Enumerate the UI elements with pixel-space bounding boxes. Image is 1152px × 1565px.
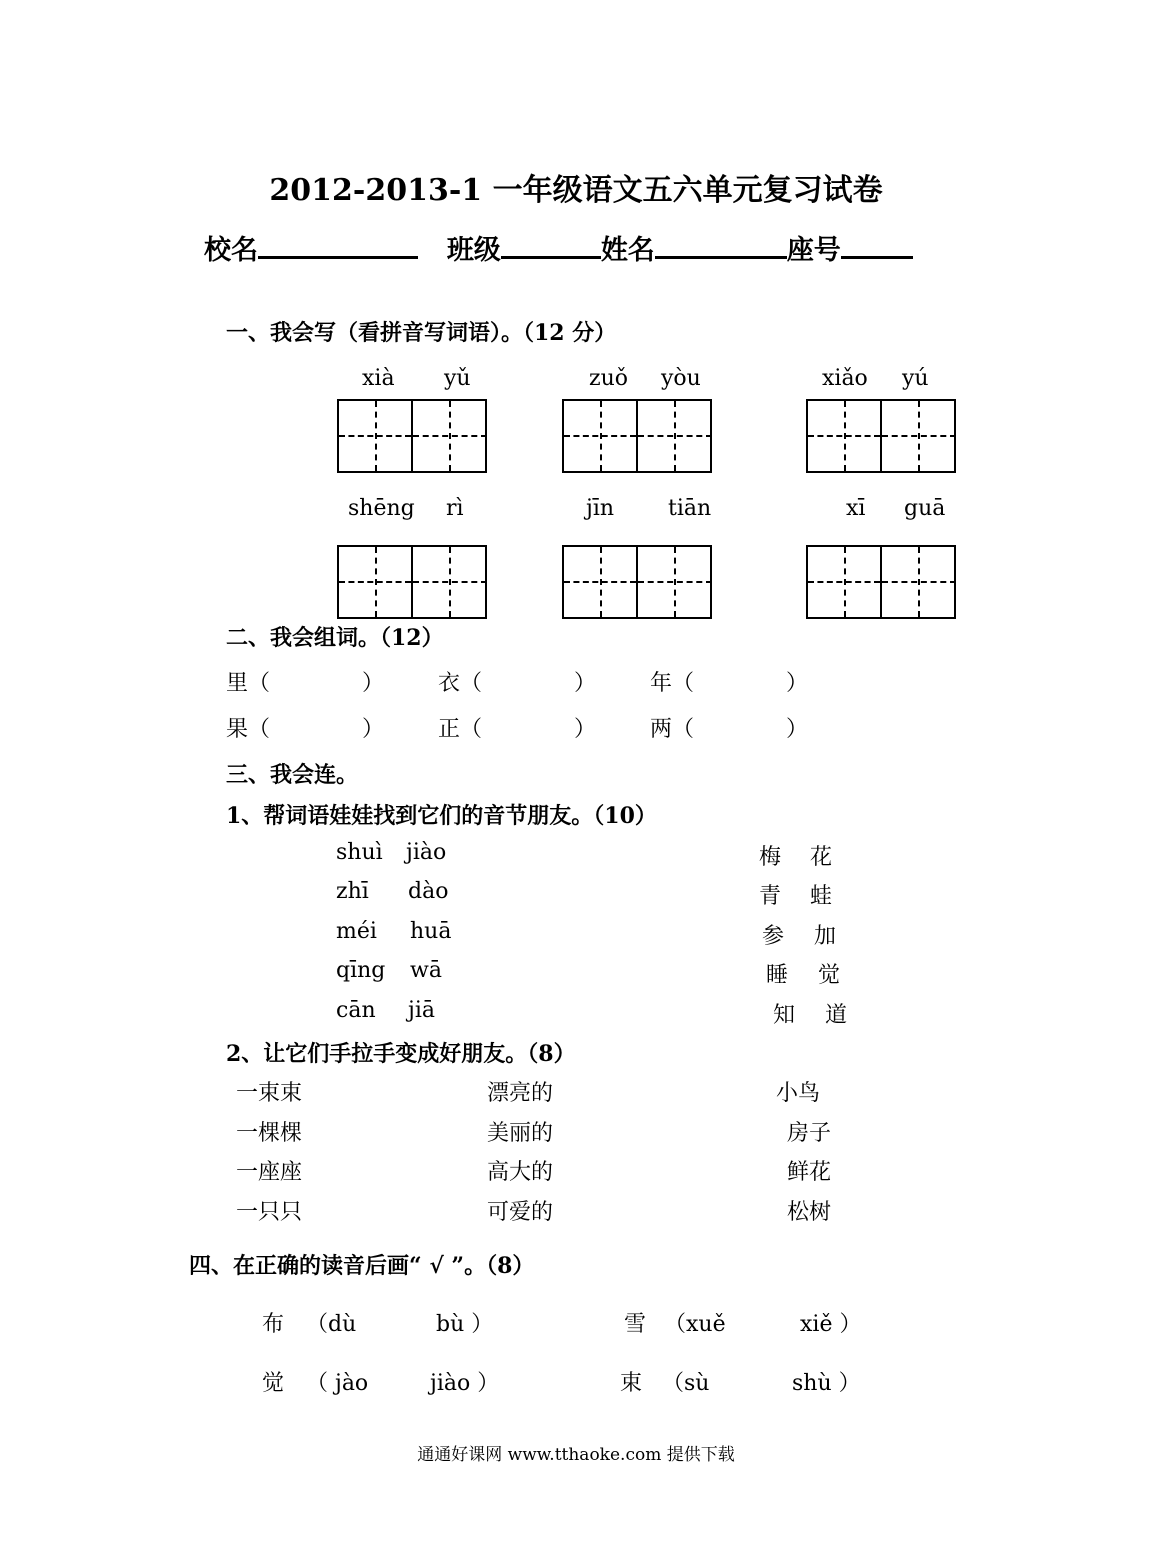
measure-word: 一束束 [236,1081,303,1106]
reading-option[interactable]: （xuě [664,1312,726,1337]
school-blank[interactable] [258,230,418,259]
match-pinyin-b: huā [410,919,452,944]
match-pinyin-b: jiā [408,998,435,1023]
word-item-close: ） [574,717,597,742]
section-3-heading: 三、我会连。 [226,762,359,788]
class-blank[interactable] [501,230,601,259]
word-item: 正（ [438,717,483,742]
info-line [204,228,913,267]
match-word-b: 蛙 [810,884,833,909]
reading-option[interactable]: xiě ） [800,1312,862,1337]
writing-grid[interactable] [562,545,712,619]
reading-char: 雪 [624,1312,647,1337]
reading-option[interactable]: （dù [306,1312,357,1337]
word-item: 果（ [226,717,271,742]
adjective-word: 美丽的 [487,1121,554,1146]
reading-char: 布 [262,1312,285,1337]
reading-option[interactable]: （ jào [306,1371,369,1396]
match-pinyin-b: wā [410,958,442,983]
pinyin-6b: guā [904,496,946,521]
reading-char: 觉 [262,1371,285,1396]
match-pinyin-a: qīng [336,958,386,983]
match-word-a: 睡 [766,963,789,988]
name-blank[interactable] [655,230,787,259]
pinyin-1a: xià [362,366,395,391]
pinyin-1b: yǔ [444,366,471,391]
match-pinyin-a: zhī [336,879,369,904]
word-item: 两（ [650,717,695,742]
match-word-b: 加 [814,924,837,949]
writing-grid[interactable] [337,399,487,473]
writing-grid[interactable] [562,399,712,473]
pinyin-2a: zuǒ [589,366,629,391]
match-word-b: 花 [810,845,833,870]
match-pinyin-b: jiào [406,840,447,865]
section-2-heading: 二、我会组词。（12） [226,625,444,651]
word-item-close: ） [362,671,385,696]
reading-option[interactable]: jiào ） [430,1371,500,1396]
match-word-a: 青 [759,884,782,909]
noun-word: 小鸟 [776,1081,821,1106]
reading-option[interactable]: bù ） [436,1312,494,1337]
word-item-close: ） [574,671,597,696]
word-item: 里（ [226,671,271,696]
match-word-a: 参 [762,924,785,949]
writing-grid[interactable] [806,399,956,473]
question-2-heading: 2、让它们手拉手变成好朋友。（8） [226,1041,576,1067]
writing-grid[interactable] [806,545,956,619]
match-pinyin-a: shuì [336,840,383,865]
match-word-b: 道 [825,1003,848,1028]
pinyin-6a: xī [846,496,866,521]
pinyin-5a: jīn [586,496,615,521]
word-item: 年（ [650,671,695,696]
footer-text: 通通好课网 www.tthaoke.com 提供下载 [417,1445,735,1465]
noun-word: 松树 [787,1200,832,1225]
pinyin-5b: tiān [668,496,712,521]
noun-word: 鲜花 [787,1160,832,1185]
adjective-word: 可爱的 [487,1200,554,1225]
reading-char: 束 [620,1371,643,1396]
pinyin-4a: shēng [348,496,415,521]
match-word-a: 知 [773,1003,796,1028]
match-pinyin-a: cān [336,998,376,1023]
match-pinyin-a: méi [336,919,377,944]
measure-word: 一只只 [236,1200,303,1225]
match-word-b: 觉 [818,963,841,988]
adjective-word: 漂亮的 [487,1081,554,1106]
class-label: 班级 [446,235,501,266]
seat-blank[interactable] [841,230,913,259]
name-label: 姓名 [600,235,655,266]
match-pinyin-b: dào [408,879,449,904]
seat-label: 座号 [786,235,841,266]
section-1-heading: 一、我会写（看拼音写词语）。（12 分） [226,320,617,346]
reading-option[interactable]: （sù [662,1371,710,1396]
section-4-heading: 四、在正确的读音后画“ √ ”。（8） [189,1253,535,1279]
noun-word: 房子 [787,1121,832,1146]
page-title: 2012-2013-1 一年级语文五六单元复习试卷 [269,173,883,208]
pinyin-2b: yòu [661,366,701,391]
measure-word: 一棵棵 [236,1121,303,1146]
word-item-close: ） [362,717,385,742]
reading-option[interactable]: shù ） [792,1371,861,1396]
pinyin-4b: rì [446,496,464,521]
word-item-close: ） [786,671,809,696]
writing-grid[interactable] [337,545,487,619]
school-label: 校名 [204,235,258,266]
word-item: 衣（ [438,671,483,696]
measure-word: 一座座 [236,1160,303,1185]
pinyin-3a: xiǎo [822,366,868,391]
question-1-heading: 1、帮词语娃娃找到它们的音节朋友。（10） [226,803,657,829]
match-word-a: 梅 [759,845,782,870]
adjective-word: 高大的 [487,1160,554,1185]
pinyin-3b: yú [902,366,929,391]
word-item-close: ） [786,717,809,742]
